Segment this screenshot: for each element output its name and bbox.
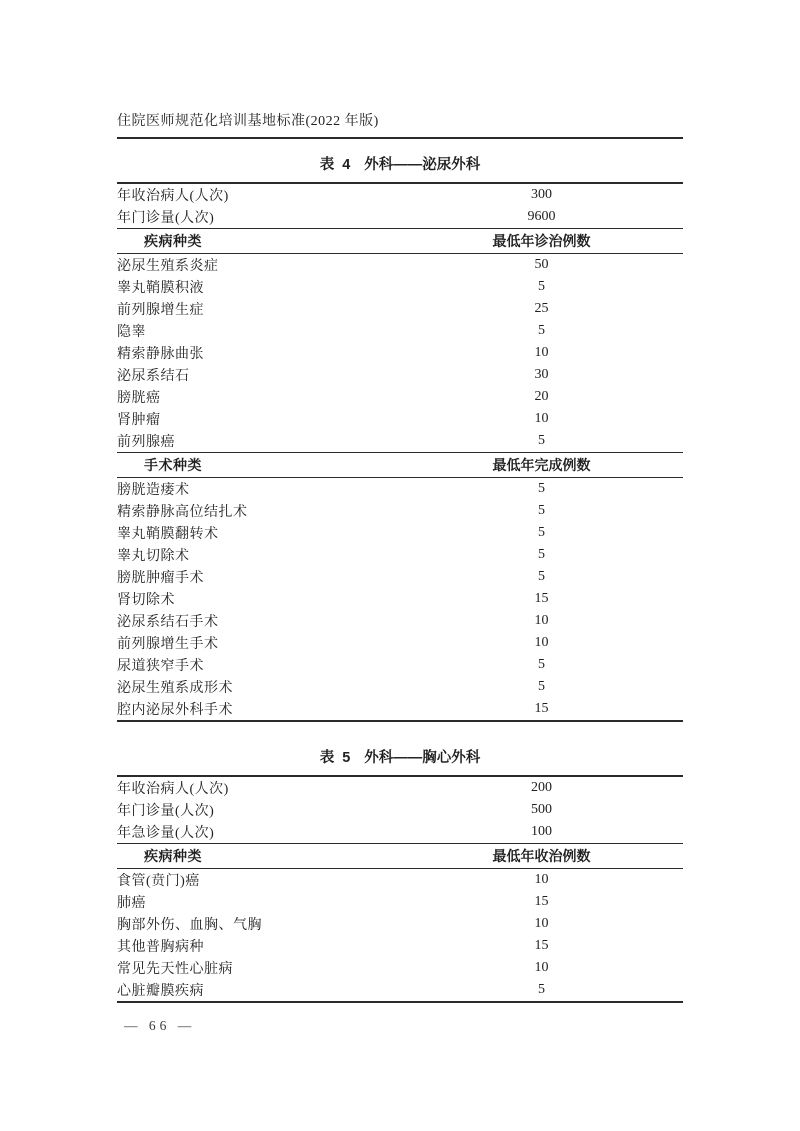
row-label: 泌尿系结石手术 (117, 615, 219, 630)
row-value: 300 (531, 187, 552, 202)
table-row (117, 654, 683, 676)
table-title (117, 746, 683, 767)
row-label: 肾切除术 (117, 593, 175, 608)
row-value: 5 (538, 547, 545, 562)
table-row (117, 869, 683, 891)
section-header-row (117, 843, 683, 869)
table-row (117, 632, 683, 654)
row-label: 精索静脉曲张 (117, 347, 204, 362)
row-label: 膀胱肿瘤手术 (117, 571, 204, 586)
row-value: 5 (538, 503, 545, 518)
row-label: 睾丸切除术 (117, 549, 190, 564)
table-number: 表 4 (319, 157, 353, 173)
row-label: 年收治病人(人次) (117, 189, 229, 204)
table-row (117, 320, 683, 342)
row-value: 5 (538, 525, 545, 540)
row-label: 前列腺癌 (117, 435, 175, 450)
table-row (117, 478, 683, 500)
table-name: 外科——泌尿外科 (364, 157, 481, 173)
table-row (117, 298, 683, 320)
row-label: 年门诊量(人次) (117, 804, 215, 819)
row-value: 10 (534, 613, 549, 628)
table-row (117, 254, 683, 276)
section-header-row (117, 228, 683, 254)
row-value: 200 (531, 780, 552, 795)
row-value: 5 (538, 657, 545, 672)
row-value: 10 (534, 916, 549, 931)
row-label: 泌尿系结石 (117, 369, 190, 384)
table-block (117, 746, 683, 1003)
row-value: 10 (534, 872, 549, 887)
table-row (117, 913, 683, 935)
row-label: 尿道狭窄手术 (117, 659, 204, 674)
row-value: 100 (531, 824, 552, 839)
row-label: 胸部外伤、血胸、气胸 (117, 918, 262, 933)
table (117, 775, 683, 1003)
row-value: 5 (538, 679, 545, 694)
table-row (117, 276, 683, 298)
table-row (117, 979, 683, 1001)
row-value: 15 (534, 701, 549, 716)
row-value: 20 (534, 389, 549, 404)
row-label: 睾丸鞘膜积液 (117, 281, 204, 296)
row-value: 5 (538, 433, 545, 448)
table-number: 表 5 (319, 750, 353, 766)
table-row (117, 935, 683, 957)
table-row (117, 408, 683, 430)
row-value: 500 (531, 802, 552, 817)
table-row (117, 676, 683, 698)
row-value: 5 (538, 323, 545, 338)
row-label: 心脏瓣膜疾病 (117, 984, 204, 999)
row-label: 其他普胸病种 (117, 940, 204, 955)
table-row (117, 610, 683, 632)
row-label: 年门诊量(人次) (117, 211, 215, 226)
row-value: 最低年完成例数 (492, 457, 591, 473)
stat-row (117, 777, 683, 799)
row-label: 前列腺增生症 (117, 303, 204, 318)
row-value: 5 (538, 481, 545, 496)
row-value: 10 (534, 960, 549, 975)
table-row (117, 544, 683, 566)
row-label: 精索静脉高位结扎术 (117, 505, 248, 520)
row-label: 泌尿生殖系成形术 (117, 681, 233, 696)
table-row (117, 386, 683, 408)
row-label: 隐睾 (117, 325, 146, 340)
row-value: 15 (534, 938, 549, 953)
row-value: 最低年诊治例数 (492, 233, 591, 249)
row-value: 5 (538, 569, 545, 584)
row-value: 50 (534, 257, 549, 272)
row-value: 10 (534, 635, 549, 650)
table-row (117, 891, 683, 913)
row-label: 食管(贲门)癌 (117, 874, 200, 889)
tables-container (117, 153, 683, 1003)
table-row (117, 364, 683, 386)
table-row (117, 957, 683, 979)
page-number: — 66 — (124, 1018, 196, 1033)
table-name: 外科——胸心外科 (364, 750, 481, 766)
row-label: 疾病种类 (144, 848, 202, 864)
row-value: 15 (534, 894, 549, 909)
running-header-text: 住院医师规范化培训基地标准(2022 年版) (117, 114, 379, 129)
table-row (117, 500, 683, 522)
row-value: 5 (538, 982, 545, 997)
row-label: 腔内泌尿外科手术 (117, 703, 233, 718)
table-block (117, 153, 683, 722)
section-header-row (117, 452, 683, 478)
stat-row (117, 206, 683, 228)
row-value: 最低年收治例数 (492, 848, 591, 864)
row-label: 睾丸鞘膜翻转术 (117, 527, 219, 542)
stat-row (117, 799, 683, 821)
running-header (117, 110, 683, 139)
row-label: 前列腺增生手术 (117, 637, 219, 652)
row-value: 15 (534, 591, 549, 606)
row-label: 泌尿生殖系炎症 (117, 259, 219, 274)
table-row (117, 430, 683, 452)
row-value: 5 (538, 279, 545, 294)
table-title (117, 153, 683, 174)
row-label: 肾肿瘤 (117, 413, 161, 428)
stat-row (117, 821, 683, 843)
row-label: 膀胱癌 (117, 391, 161, 406)
row-label: 疾病种类 (144, 233, 202, 249)
row-value: 10 (534, 345, 549, 360)
row-label: 手术种类 (144, 457, 202, 473)
table (117, 182, 683, 722)
row-label: 年急诊量(人次) (117, 826, 215, 841)
row-value: 30 (534, 367, 549, 382)
table-row (117, 566, 683, 588)
table-row (117, 588, 683, 610)
row-label: 常见先天性心脏病 (117, 962, 233, 977)
stat-row (117, 184, 683, 206)
row-label: 膀胱造瘘术 (117, 483, 190, 498)
table-row (117, 698, 683, 720)
row-value: 10 (534, 411, 549, 426)
table-row (117, 522, 683, 544)
row-label: 年收治病人(人次) (117, 782, 229, 797)
row-value: 25 (534, 301, 549, 316)
row-label: 肺癌 (117, 896, 146, 911)
row-value: 9600 (527, 209, 556, 224)
table-row (117, 342, 683, 364)
